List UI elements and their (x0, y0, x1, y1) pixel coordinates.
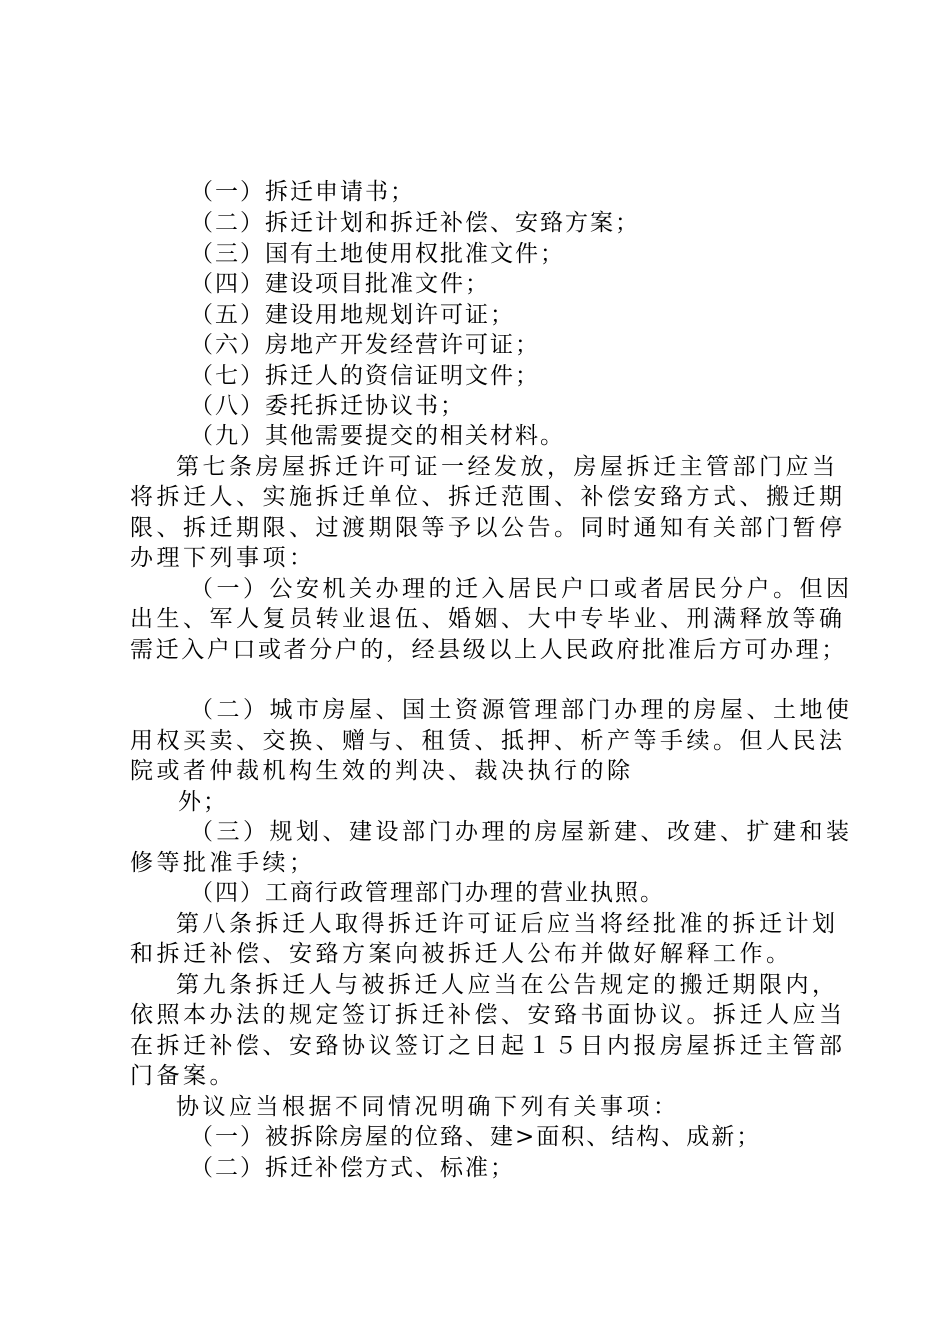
text-line: （四）工商行政管理部门办理的营业执照。 (190, 880, 665, 906)
text-line: （一）被拆除房屋的位臵、建>面积、结构、成新； (190, 1124, 762, 1150)
text-line: 需迁入户口或者分户的，经县级以上人民政府批准后方可办理； (130, 637, 847, 663)
text-line: 第九条拆迁人与被拆迁人应当在公告规定的搬迁期限内， (176, 972, 839, 998)
text-line: 办理下列事项： (130, 545, 316, 571)
text-line: （三）规划、建设部门办理的房屋新建、改建、扩建和装 (190, 819, 853, 845)
text-line: 出生、军人复员转业退伍、婚姻、大中专毕业、刑满释放等确 (130, 606, 846, 632)
text-line: 协议应当根据不同情况明确下列有关事项： (176, 1094, 680, 1120)
text-line: （二）城市房屋、国土资源管理部门办理的房屋、土地使 (190, 697, 853, 723)
text-line: （五）建设用地规划许可证； (190, 302, 515, 328)
text-line: 外； (178, 789, 228, 815)
text-line: （二）拆迁补偿方式、标准； (190, 1155, 515, 1181)
text-line: 第八条拆迁人取得拆迁许可证后应当将经批准的拆迁计划 (176, 911, 839, 937)
text-line: （八）委托拆迁协议书； (190, 393, 465, 419)
text-line: （七）拆迁人的资信证明文件； (190, 363, 540, 389)
text-line: 依照本办法的规定签订拆迁补偿、安臵书面协议。拆迁人应当 (130, 1002, 846, 1028)
text-line: 限、拆迁期限、过渡期限等予以公告。同时通知有关部门暂停 (130, 515, 846, 541)
text-line: 院或者仲裁机构生效的判决、裁决执行的除 (130, 758, 634, 784)
text-line: （二）拆迁计划和拆迁补偿、安臵方案； (190, 210, 640, 236)
text-line: （九）其他需要提交的相关材料。 (190, 423, 565, 449)
text-line: （三）国有土地使用权批准文件； (190, 241, 565, 267)
text-line: 门备案。 (130, 1063, 236, 1089)
text-line: （一）公安机关办理的迁入居民户口或者居民分户。但因 (190, 576, 853, 602)
text-line: （四）建设项目批准文件； (190, 271, 490, 297)
text-line: 在拆迁补偿、安臵协议签订之日起１５日内报房屋拆迁主管部 (130, 1033, 846, 1059)
text-line: 将拆迁人、实施拆迁单位、拆迁范围、补偿安臵方式、搬迁期 (130, 484, 846, 510)
text-line: 第七条房屋拆迁许可证一经发放，房屋拆迁主管部门应当 (176, 454, 839, 480)
text-line: 修等批准手续； (130, 850, 316, 876)
text-line: （一）拆迁申请书； (190, 179, 415, 205)
text-line: 和拆迁补偿、安臵方案向被拆迁人公布并做好解释工作。 (130, 941, 793, 967)
text-line: （六）房地产开发经营许可证； (190, 332, 540, 358)
text-line: 用权买卖、交换、赠与、租赁、抵押、析产等手续。但人民法 (130, 728, 846, 754)
